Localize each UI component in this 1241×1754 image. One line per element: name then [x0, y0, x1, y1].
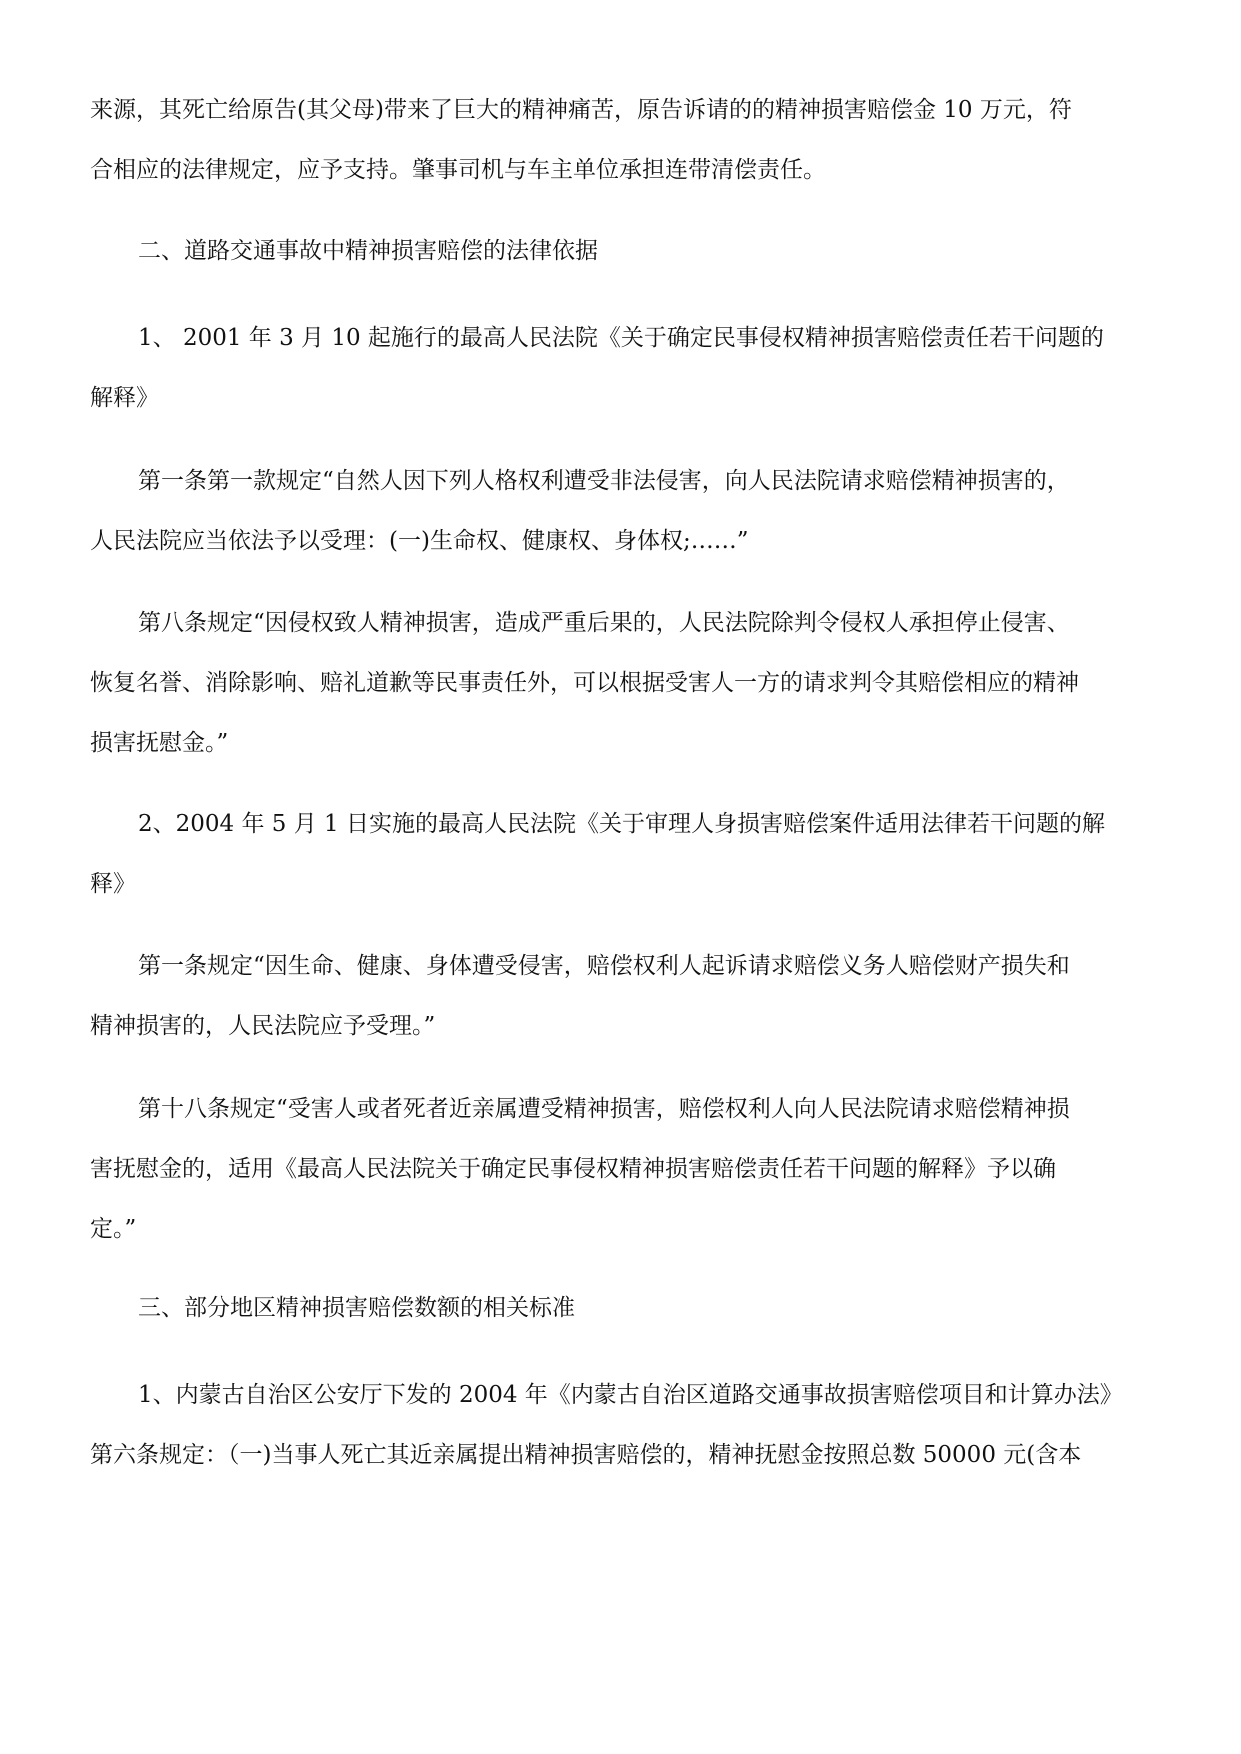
- text-line: 定。”: [90, 1216, 137, 1242]
- heading-text: 二、道路交通事故中精神损害赔偿的法律依据: [138, 238, 598, 264]
- text-line: 精神损害的，人民法院应予受理。”: [90, 1013, 436, 1039]
- text-line: 2、2004 年 5 月 1 日实施的最高人民法院《关于审理人身损害赔偿案件适用法律若干问题的解: [138, 811, 1105, 837]
- text-line: 第八条规定“因侵权致人精神损害，造成严重后果的，人民法院除判令侵权人承担停止侵害、: [138, 610, 1070, 636]
- text-line: 解释》: [90, 385, 159, 411]
- text-line: 害抚慰金的，适用《最高人民法院关于确定民事侵权精神损害赔偿责任若干问题的解释》予以确: [90, 1156, 1056, 1182]
- text-line: 1、内蒙古自治区公安厅下发的 2004 年《内蒙古自治区道路交通事故损害赔偿项目和计算办法》: [138, 1382, 1123, 1408]
- text-line: 第一条第一款规定“自然人因下列人格权利遭受非法侵害，向人民法院请求赔偿精神损害的，: [138, 468, 1070, 494]
- text-line: 1、 2001 年 3 月 10 起施行的最高人民法院《关于确定民事侵权精神损害赔偿责任若干问题的: [138, 325, 1104, 351]
- text-line: 损害抚慰金。”: [90, 730, 229, 756]
- text-line: 释》: [90, 871, 136, 897]
- text-line: 合相应的法律规定，应予支持。肇事司机与车主单位承担连带清偿责任。: [90, 157, 826, 183]
- text-line: 第一条规定“因生命、健康、身体遭受侵害，赔偿权利人起诉请求赔偿义务人赔偿财产损失和: [138, 953, 1070, 979]
- text-line: 恢复名誉、消除影响、赔礼道歉等民事责任外，可以根据受害人一方的请求判令其赔偿相应的精神: [90, 670, 1079, 696]
- text-line: 第十八条规定“受害人或者死者近亲属遭受精神损害，赔偿权利人向人民法院请求赔偿精神损: [138, 1096, 1070, 1122]
- heading-text: 三、部分地区精神损害赔偿数额的相关标准: [138, 1295, 575, 1321]
- text-line: 来源，其死亡给原告(其父母)带来了巨大的精神痛苦，原告诉请的的精神损害赔偿金 10 万元，符: [90, 97, 1072, 123]
- text-line: 人民法院应当依法予以受理：(一)生命权、健康权、身体权;……”: [90, 528, 749, 554]
- text-line: 第六条规定：（一)当事人死亡其近亲属提出精神损害赔偿的，精神抚慰金按照总数 50000 元(含本: [90, 1442, 1082, 1468]
